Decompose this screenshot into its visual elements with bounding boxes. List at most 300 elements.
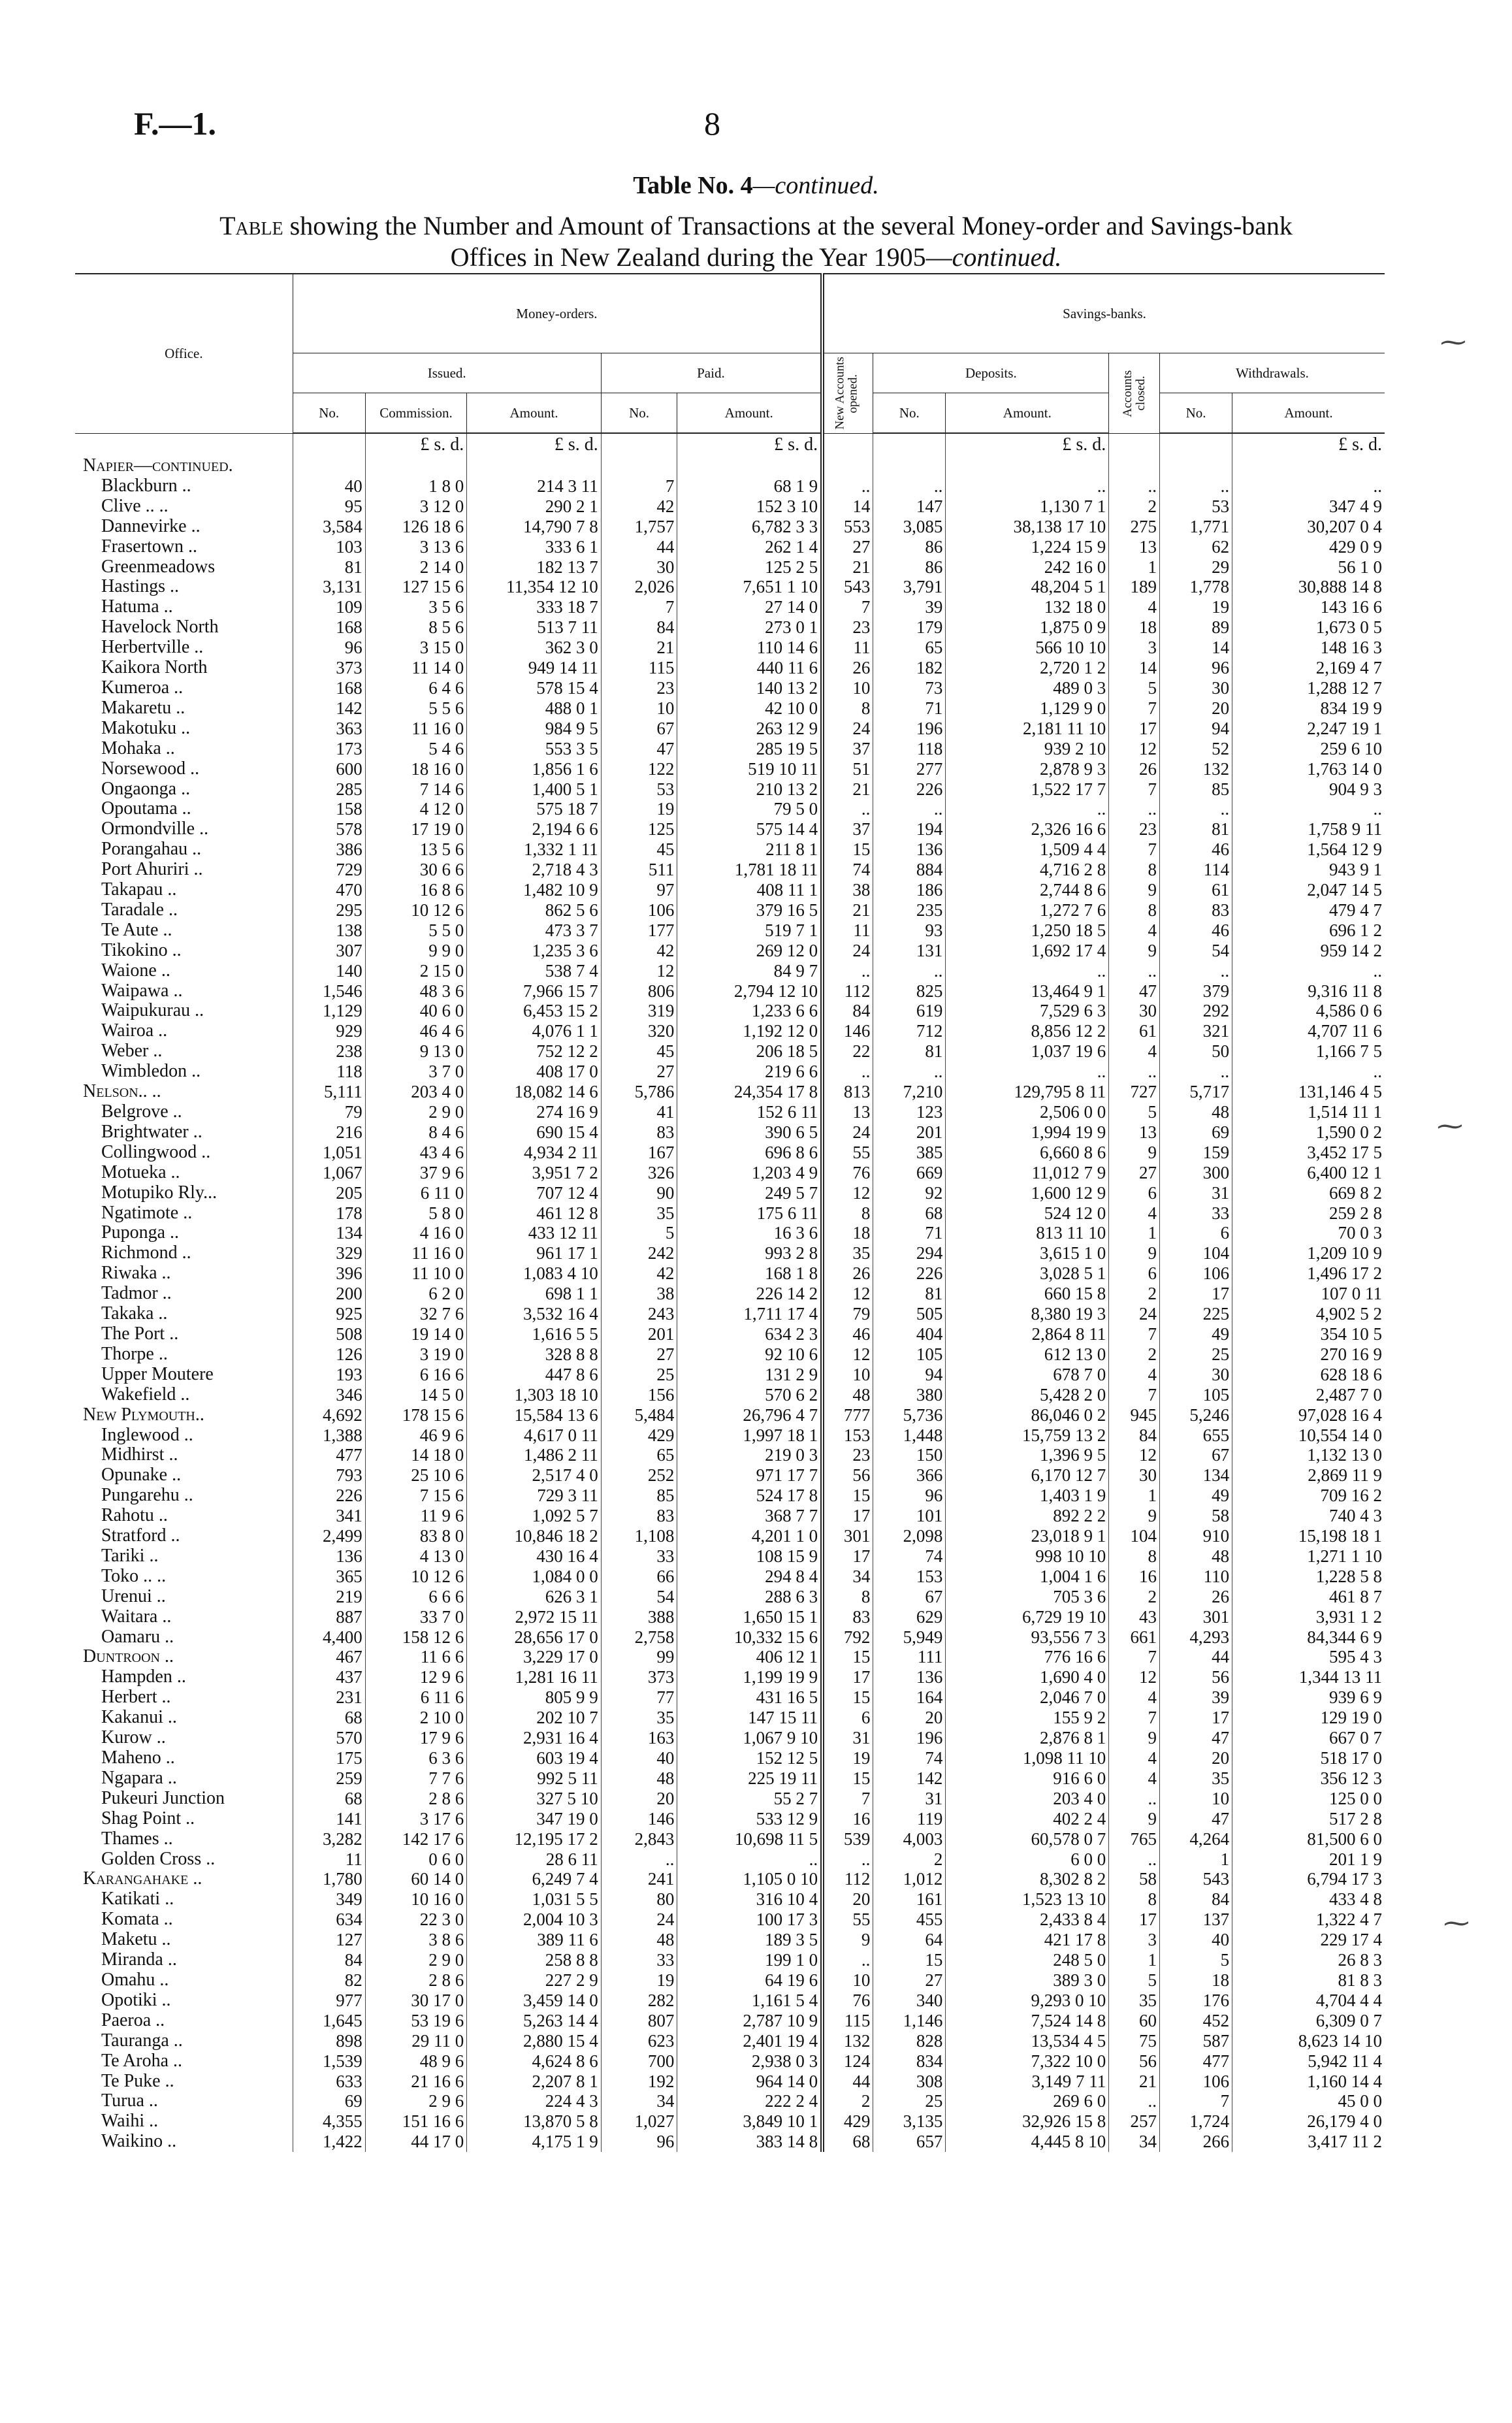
table-row — [75, 1243, 1385, 1263]
table-cell: 8 — [1109, 860, 1160, 880]
table-cell: 1,778 — [1160, 577, 1232, 597]
table-cell: 390 6 5 — [677, 1122, 822, 1143]
table-cell: 67 — [873, 1587, 946, 1607]
table-cell: 4,076 1 1 — [467, 1021, 601, 1041]
table-cell: 2,972 15 11 — [467, 1607, 601, 1627]
office-name: Golden Cross .. — [101, 1848, 216, 1869]
table-cell: 10 12 6 — [365, 1567, 467, 1587]
table-cell: 110 14 6 — [677, 638, 822, 658]
table-cell: 19 — [601, 799, 677, 819]
table-cell: 61 — [1109, 1021, 1160, 1041]
table-cell: 186 — [873, 880, 946, 900]
table-cell: 5,717 — [1160, 1082, 1232, 1102]
header-paid-amount: Amount. — [677, 393, 822, 434]
table-cell: 17 — [1109, 1910, 1160, 1930]
table-cell: 23 — [1109, 819, 1160, 839]
table-cell: 17 — [1160, 1708, 1232, 1728]
table-cell: 58 — [1109, 1869, 1160, 1889]
table-cell: 48 — [1160, 1546, 1232, 1567]
table-cell: 84 — [1160, 1889, 1232, 1910]
table-cell: 5,111 — [293, 1082, 365, 1102]
table-row — [75, 880, 1385, 900]
table-cell: 319 — [601, 1001, 677, 1021]
table-cell: 2,046 7 0 — [946, 1687, 1109, 1708]
table-cell: 2 — [1109, 1587, 1160, 1607]
table-cell: 8 — [822, 698, 873, 719]
office-name: Komata .. — [101, 1909, 173, 1930]
office-name: Te Aroha .. — [101, 2050, 183, 2071]
office-name: Belgrove .. — [101, 1101, 182, 1122]
table-cell — [677, 456, 822, 476]
table-cell: .. — [1109, 1062, 1160, 1082]
table-cell: 235 — [873, 900, 946, 920]
table-cell: 4,716 2 8 — [946, 860, 1109, 880]
table-cell: .. — [1109, 799, 1160, 819]
table-cell: 6 11 6 — [365, 1687, 467, 1708]
table-cell: 68 — [822, 2132, 873, 2152]
table-cell: 40 6 0 — [365, 1001, 467, 1021]
office-name: Ngatimote .. — [101, 1202, 193, 1223]
table-cell: 273 0 1 — [677, 617, 822, 638]
table-cell: 224 4 3 — [467, 2091, 601, 2111]
table-row — [75, 517, 1385, 537]
table-cell: .. — [822, 799, 873, 819]
table-cell: 51 — [822, 759, 873, 779]
table-cell: 389 11 6 — [467, 1930, 601, 1950]
table-cell: 5,263 14 4 — [467, 2011, 601, 2031]
table-cell: 3,135 — [873, 2111, 946, 2132]
table-row — [75, 1203, 1385, 1224]
table-cell: 2,499 — [293, 1526, 365, 1546]
table-row — [75, 2072, 1385, 2092]
transactions-table — [75, 273, 1385, 2152]
table-cell: 1,209 10 9 — [1232, 1243, 1385, 1263]
table-cell: 118 — [293, 1062, 365, 1082]
table-cell: 211 8 1 — [677, 839, 822, 860]
table-cell: 626 3 1 — [467, 1587, 601, 1607]
table-cell: 249 5 7 — [677, 1183, 822, 1203]
office-name: Ormondville .. — [101, 819, 209, 839]
table-cell: 131 — [873, 941, 946, 961]
table-body — [75, 433, 1385, 2152]
table-cell: 38,138 17 10 — [946, 517, 1109, 537]
table-cell: 700 — [601, 2051, 677, 2072]
office-name: Norsewood .. — [101, 758, 200, 779]
table-cell: 5 8 0 — [365, 1203, 467, 1224]
table-cell: 2,720 1 2 — [946, 658, 1109, 678]
table-cell: 1,250 18 5 — [946, 920, 1109, 941]
table-cell: 28,656 17 0 — [467, 1627, 601, 1648]
table-row — [75, 1728, 1385, 1748]
table-cell: 140 13 2 — [677, 678, 822, 698]
table-cell: 142 — [293, 698, 365, 719]
table-cell: 168 — [293, 617, 365, 638]
table-cell: 15 — [822, 839, 873, 860]
table-cell: 158 12 6 — [365, 1627, 467, 1648]
table-cell: 2,207 8 1 — [467, 2072, 601, 2092]
table-cell: 83 8 0 — [365, 1526, 467, 1546]
table-cell: 65 — [873, 638, 946, 658]
table-cell: 3 13 6 — [365, 537, 467, 557]
table-cell: 505 — [873, 1304, 946, 1324]
office-name: Waipukurau .. — [101, 1000, 204, 1021]
table-cell: 7 — [822, 597, 873, 617]
units-cell: £ s. d. — [365, 433, 467, 456]
office-name: Motupiko Rly... — [101, 1182, 217, 1203]
table-cell: 46 4 6 — [365, 1021, 467, 1041]
table-cell: 31 — [1160, 1183, 1232, 1203]
table-cell: 158 — [293, 799, 365, 819]
table-row — [75, 981, 1385, 1001]
table-cell: 6,782 3 3 — [677, 517, 822, 537]
table-cell: 7,966 15 7 — [467, 981, 601, 1001]
table-cell: 959 14 2 — [1232, 941, 1385, 961]
table-cell: 11,354 12 10 — [467, 577, 601, 597]
table-cell: 6 6 6 — [365, 1587, 467, 1607]
table-cell: 111 — [873, 1647, 946, 1667]
table-cell: 14,790 7 8 — [467, 517, 601, 537]
table-cell: 48 — [822, 1385, 873, 1405]
table-cell: 64 — [873, 1930, 946, 1950]
table-cell: 84 — [1109, 1425, 1160, 1446]
table-cell: 31 — [822, 1728, 873, 1748]
table-cell: 1,388 — [293, 1425, 365, 1446]
table-cell: 39 — [1160, 1687, 1232, 1708]
table-cell: .. — [1109, 2091, 1160, 2111]
table-cell: 2,169 4 7 — [1232, 658, 1385, 678]
table-cell: .. — [946, 1062, 1109, 1082]
table-cell: 4 13 0 — [365, 1546, 467, 1567]
table-cell: 1,203 4 9 — [677, 1163, 822, 1183]
table-cell: 79 — [293, 1102, 365, 1122]
office-name: Brightwater .. — [101, 1121, 202, 1142]
table-cell: 805 9 9 — [467, 1687, 601, 1708]
table-cell: .. — [1160, 799, 1232, 819]
table-cell: 4,293 — [1160, 1627, 1232, 1648]
table-cell: 489 0 3 — [946, 678, 1109, 698]
table-cell: 4 — [1109, 1748, 1160, 1768]
table-cell: 96 — [293, 638, 365, 658]
table-cell: 1 — [1109, 557, 1160, 577]
table-cell: 1 — [1109, 1486, 1160, 1506]
table-cell: 461 12 8 — [467, 1203, 601, 1224]
office-name: Weber .. — [101, 1041, 163, 1062]
table-cell: 925 — [293, 1304, 365, 1324]
table-row — [75, 1324, 1385, 1344]
table-cell: 729 — [293, 860, 365, 880]
table-cell: 21 — [1109, 2072, 1160, 2092]
table-cell: 4,692 — [293, 1405, 365, 1425]
table-cell: 834 19 9 — [1232, 698, 1385, 719]
table-cell: 18 — [1109, 617, 1160, 638]
table-cell: 104 — [1160, 1243, 1232, 1263]
table-cell: 15,759 13 2 — [946, 1425, 1109, 1446]
table-cell: 470 — [293, 880, 365, 900]
table-cell: 226 — [873, 779, 946, 800]
office-name: Shag Point .. — [101, 1808, 195, 1829]
table-cell: .. — [822, 1849, 873, 1870]
table-cell: 92 — [873, 1183, 946, 1203]
table-cell: 9 — [1109, 880, 1160, 900]
table-cell: 1,031 5 5 — [467, 1889, 601, 1910]
table-row — [75, 1950, 1385, 1970]
table-cell: 1,108 — [601, 1526, 677, 1546]
table-cell: 294 8 4 — [677, 1567, 822, 1587]
table-cell: 379 — [1160, 981, 1232, 1001]
table-cell: 362 3 0 — [467, 638, 601, 658]
margin-mark-icon: ⁓ — [1440, 327, 1466, 357]
table-cell: 60 14 0 — [365, 1869, 467, 1889]
table-cell: 50 — [1160, 1041, 1232, 1062]
table-cell: 9,316 11 8 — [1232, 981, 1385, 1001]
office-name: Waihi .. — [101, 2111, 159, 2132]
table-cell: 94 — [1160, 719, 1232, 739]
table-cell: 177 — [601, 920, 677, 941]
table-cell: 35 — [822, 1243, 873, 1263]
table-cell: 73 — [873, 678, 946, 698]
table-cell: 437 — [293, 1667, 365, 1687]
table-cell: 26 — [1109, 759, 1160, 779]
table-cell: 48 3 6 — [365, 981, 467, 1001]
table-row — [75, 1344, 1385, 1365]
office-name: Te Aute .. — [101, 919, 172, 940]
table-cell: 518 17 0 — [1232, 1748, 1385, 1768]
table-cell: 347 19 0 — [467, 1809, 601, 1829]
table-cell: 24 — [822, 941, 873, 961]
table-cell: 301 — [1160, 1607, 1232, 1627]
table-cell: 690 15 4 — [467, 1122, 601, 1143]
table-cell: 222 2 4 — [677, 2091, 822, 2111]
table-cell: .. — [1232, 961, 1385, 981]
table-cell: 40 — [1160, 1930, 1232, 1950]
table-cell: 2,864 8 11 — [946, 1324, 1109, 1344]
table-cell: 30 17 0 — [365, 1991, 467, 2011]
table-cell: 201 — [873, 1122, 946, 1143]
table-cell: 266 — [1160, 2132, 1232, 2152]
office-name: Paeroa .. — [101, 2009, 165, 2030]
table-cell: 2 14 0 — [365, 557, 467, 577]
table-cell: 1,403 1 9 — [946, 1486, 1109, 1506]
table-cell: 6 4 6 — [365, 678, 467, 698]
table-row — [75, 1587, 1385, 1607]
office-name: Greenmeadows — [101, 556, 216, 577]
table-cell: 24 — [822, 1122, 873, 1143]
table-row — [75, 839, 1385, 860]
table-cell: 56 — [822, 1465, 873, 1486]
table-cell: 35 — [601, 1203, 677, 1224]
table-row — [75, 1405, 1385, 1425]
table-cell: 2 9 6 — [365, 2091, 467, 2111]
table-cell: 74 — [873, 1748, 946, 1768]
office-name: Wairoa .. — [101, 1020, 168, 1041]
table-cell: 11 10 0 — [365, 1263, 467, 1284]
table-cell: 23 — [822, 1445, 873, 1465]
table-cell: .. — [946, 961, 1109, 981]
table-cell: 1,037 19 6 — [946, 1041, 1109, 1062]
table-cell: 8 5 6 — [365, 617, 467, 638]
table-cell: 259 6 10 — [1232, 739, 1385, 759]
table-cell: 1,303 18 10 — [467, 1385, 601, 1405]
table-cell — [467, 456, 601, 476]
table-cell: 84 — [293, 1950, 365, 1970]
table-cell: 3,791 — [873, 577, 946, 597]
table-row — [75, 1021, 1385, 1041]
table-cell: 93,556 7 3 — [946, 1627, 1109, 1648]
table-cell: 1,288 12 7 — [1232, 678, 1385, 698]
table-cell: 285 — [293, 779, 365, 800]
table-cell: 41 — [601, 1102, 677, 1122]
table-cell: 373 — [601, 1667, 677, 1687]
table-cell: 977 — [293, 1991, 365, 2011]
table-cell: 447 8 6 — [467, 1365, 601, 1385]
table-cell: 7 — [601, 597, 677, 617]
district-name: Karangahake .. — [83, 1868, 202, 1889]
table-cell: 12 9 6 — [365, 1667, 467, 1687]
table-row — [75, 739, 1385, 759]
table-cell: 21 — [601, 638, 677, 658]
table-cell: 8 — [1109, 1546, 1160, 1567]
table-cell: 6 0 0 — [946, 1849, 1109, 1870]
table-cell: 62 — [1160, 537, 1232, 557]
table-cell: 55 — [822, 1143, 873, 1163]
table-cell: 6 — [1160, 1223, 1232, 1243]
table-cell: 10 12 6 — [365, 900, 467, 920]
table-cell: 793 — [293, 1465, 365, 1486]
table-cell: 53 — [1160, 496, 1232, 517]
table-cell: 202 10 7 — [467, 1708, 601, 1728]
table-cell: 1,130 7 1 — [946, 496, 1109, 517]
table-cell: 21 — [822, 779, 873, 800]
table-cell: 553 — [822, 517, 873, 537]
table-cell: 3,028 5 1 — [946, 1263, 1109, 1284]
table-cell: .. — [822, 476, 873, 496]
table-cell: 290 2 1 — [467, 496, 601, 517]
table-row — [75, 658, 1385, 678]
table-cell: 125 0 0 — [1232, 1789, 1385, 1809]
table-cell: 8 4 6 — [365, 1122, 467, 1143]
table-cell: 9,293 0 10 — [946, 1991, 1109, 2011]
table-cell: 167 — [601, 1143, 677, 1163]
table-cell: 1,757 — [601, 517, 677, 537]
table-cell: 2,098 — [873, 1526, 946, 1546]
table-cell: 15 — [822, 1486, 873, 1506]
table-cell: 82 — [293, 1970, 365, 1991]
table-cell: 354 10 5 — [1232, 1324, 1385, 1344]
table-cell: 219 6 6 — [677, 1062, 822, 1082]
table-cell: 14 — [1160, 638, 1232, 658]
table-cell: 152 6 11 — [677, 1102, 822, 1122]
table-row — [75, 1708, 1385, 1728]
table-cell: 203 4 0 — [946, 1789, 1109, 1809]
table-cell: 4,902 5 2 — [1232, 1304, 1385, 1324]
table-cell: 388 — [601, 1607, 677, 1627]
table-cell: 8 — [822, 1587, 873, 1607]
table-cell: 13,870 5 8 — [467, 2111, 601, 2132]
office-name: Waione .. — [101, 960, 170, 981]
table-cell: 189 3 5 — [677, 1930, 822, 1950]
header-issued-no: No. — [293, 393, 365, 434]
header-withdrawals-no: No. — [1160, 393, 1232, 434]
table-cell: 176 — [1160, 1991, 1232, 2011]
margin-mark-icon: ⁓ — [1437, 1111, 1463, 1141]
table-cell: 1,098 11 10 — [946, 1748, 1109, 1768]
table-cell: 199 1 0 — [677, 1950, 822, 1970]
table-cell: 156 — [601, 1385, 677, 1405]
table-row — [75, 1263, 1385, 1284]
table-cell: 118 — [873, 739, 946, 759]
table-cell: 452 — [1160, 2011, 1232, 2031]
table-cell: 578 15 4 — [467, 678, 601, 698]
table-cell: 94 — [873, 1365, 946, 1385]
table-cell: 33 — [601, 1546, 677, 1567]
table-cell: 68 — [873, 1203, 946, 1224]
table-row — [75, 1082, 1385, 1102]
table-cell: 8 — [1109, 1889, 1160, 1910]
table-cell: 4 16 0 — [365, 1223, 467, 1243]
table-cell: 219 0 3 — [677, 1445, 822, 1465]
table-cell: 3,085 — [873, 517, 946, 537]
table-cell: 115 — [822, 2011, 873, 2031]
units-row — [75, 433, 1385, 456]
table-row — [75, 1304, 1385, 1324]
table-cell: 25 — [601, 1365, 677, 1385]
table-cell: 25 — [1160, 1344, 1232, 1365]
table-cell: 8,623 14 10 — [1232, 2031, 1385, 2051]
table-cell: 6,170 12 7 — [946, 1465, 1109, 1486]
office-name: Collingwood .. — [101, 1141, 211, 1162]
table-cell: 1,539 — [293, 2051, 365, 2072]
table-cell: 242 — [601, 1243, 677, 1263]
table-cell: 327 5 10 — [467, 1789, 601, 1809]
table-cell: 806 — [601, 981, 677, 1001]
table-cell: 275 — [1109, 517, 1160, 537]
table-cell: 634 — [293, 1910, 365, 1930]
table-cell: 10 — [601, 698, 677, 719]
table-cell: 2 10 0 — [365, 1708, 467, 1728]
table-cell: 2,876 8 1 — [946, 1728, 1109, 1748]
header-issued-commission: Commission. — [365, 393, 467, 434]
table-cell: 86 — [873, 557, 946, 577]
table-cell: 29 — [1160, 557, 1232, 577]
table-cell: 1,132 13 0 — [1232, 1445, 1385, 1465]
table-cell: 38 — [601, 1284, 677, 1304]
table-cell: 328 8 8 — [467, 1344, 601, 1365]
table-cell: 705 3 6 — [946, 1587, 1109, 1607]
table-cell: 813 11 10 — [946, 1223, 1109, 1243]
table-cell: 83 — [1160, 900, 1232, 920]
table-cell: 151 16 6 — [365, 2111, 467, 2132]
table-cell: 1,004 1 6 — [946, 1567, 1109, 1587]
table-cell: 566 10 10 — [946, 638, 1109, 658]
table-cell: 48,204 5 1 — [946, 577, 1109, 597]
district-name: New Plymouth.. — [83, 1404, 204, 1425]
table-row — [75, 1748, 1385, 1768]
table-caption — [65, 210, 1447, 273]
table-cell: 7,529 6 3 — [946, 1001, 1109, 1021]
table-cell: 17 — [822, 1667, 873, 1687]
table-cell: 107 0 11 — [1232, 1284, 1385, 1304]
table-row — [75, 2011, 1385, 2031]
page-number: 8 — [704, 105, 720, 142]
table-cell: 143 16 6 — [1232, 597, 1385, 617]
header-paid-no: No. — [601, 393, 677, 434]
table-cell: 126 — [293, 1344, 365, 1365]
table-cell: 4 — [1109, 1365, 1160, 1385]
table-cell — [1109, 456, 1160, 476]
table-cell: 3 5 6 — [365, 597, 467, 617]
table-cell: 402 2 4 — [946, 1809, 1109, 1829]
office-name: Upper Moutere — [101, 1363, 214, 1384]
